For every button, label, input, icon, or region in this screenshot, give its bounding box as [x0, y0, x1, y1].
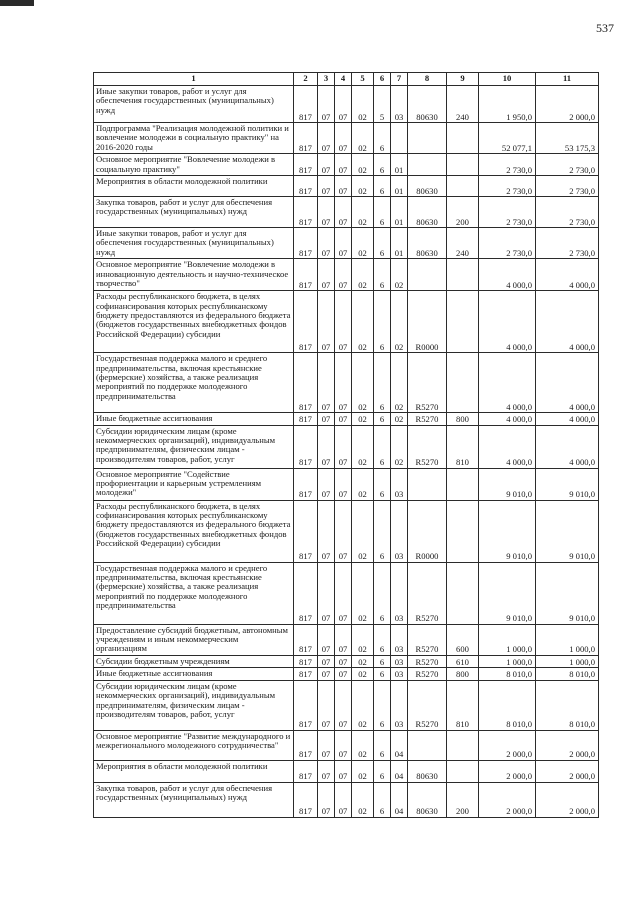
subsection-cell: 07	[335, 730, 352, 760]
expense-type-cell: 810	[447, 680, 479, 730]
subsection-cell: 07	[335, 259, 352, 291]
direction-cell: R5270	[408, 413, 447, 425]
direction-cell: 80630	[408, 782, 447, 817]
event-cell: 03	[391, 562, 408, 624]
amount-2018-cell: 2 000,0	[479, 730, 536, 760]
subsection-cell: 07	[335, 291, 352, 353]
section-cell: 07	[318, 500, 335, 562]
event-cell: 04	[391, 730, 408, 760]
kvsr-cell: 817	[294, 782, 318, 817]
amount-2018-cell: 2 730,0	[479, 176, 536, 197]
header-cell: 10	[479, 73, 536, 86]
direction-cell: R5270	[408, 668, 447, 680]
direction-cell: R5270	[408, 562, 447, 624]
row-name-cell: Закупка товаров, работ и услуг для обеспечения государственных (муниципальных) нужд	[94, 782, 294, 817]
amount-2019-cell: 2 000,0	[536, 86, 599, 123]
expense-type-cell: 240	[447, 86, 479, 123]
program-cell: 02	[352, 197, 374, 228]
subsection-cell: 07	[335, 655, 352, 667]
subprogram-cell: 6	[374, 782, 391, 817]
program-cell: 02	[352, 624, 374, 655]
event-cell: 02	[391, 353, 408, 413]
program-cell: 02	[352, 259, 374, 291]
subprogram-cell: 6	[374, 624, 391, 655]
direction-cell	[408, 154, 447, 176]
header-cell: 9	[447, 73, 479, 86]
amount-2019-cell: 8 010,0	[536, 680, 599, 730]
subprogram-cell: 6	[374, 668, 391, 680]
table-row	[94, 291, 599, 353]
event-cell: 04	[391, 782, 408, 817]
event-cell: 02	[391, 413, 408, 425]
row-name-cell: Государственная поддержка малого и среднего предпринимательства, включая крестьянские (фермерские) хозяйства, а также реализация мероприятий по поддержке молодежного предпринимательства	[94, 353, 294, 413]
amount-2018-cell: 1 000,0	[479, 624, 536, 655]
table-row	[94, 668, 599, 680]
direction-cell	[408, 259, 447, 291]
expense-type-cell	[447, 259, 479, 291]
section-cell: 07	[318, 425, 335, 468]
subprogram-cell: 6	[374, 197, 391, 228]
section-cell: 07	[318, 680, 335, 730]
header-cell: 2	[294, 73, 318, 86]
expense-type-cell: 610	[447, 655, 479, 667]
expense-type-cell	[447, 123, 479, 154]
program-cell: 02	[352, 291, 374, 353]
subsection-cell: 07	[335, 228, 352, 259]
kvsr-cell: 817	[294, 259, 318, 291]
section-cell: 07	[318, 259, 335, 291]
row-name-cell: Расходы республиканского бюджета, в целях софинансирования которых республиканскому бюджету предоставляются из федерального бюджета (бюджетов государственных внебюджетных фондов Российской Федерации) субсидии	[94, 500, 294, 562]
section-cell: 07	[318, 413, 335, 425]
expense-type-cell	[447, 291, 479, 353]
table-row	[94, 86, 599, 123]
subsection-cell: 07	[335, 782, 352, 817]
event-cell: 02	[391, 259, 408, 291]
amount-2019-cell: 4 000,0	[536, 353, 599, 413]
subprogram-cell: 6	[374, 154, 391, 176]
direction-cell: 80630	[408, 86, 447, 123]
expense-type-cell: 800	[447, 413, 479, 425]
amount-2019-cell: 53 175,3	[536, 123, 599, 154]
section-cell: 07	[318, 782, 335, 817]
program-cell: 02	[352, 468, 374, 500]
row-name-cell: Основное мероприятие "Развитие международного и межрегионального молодежного сотрудничества"	[94, 730, 294, 760]
table-row	[94, 680, 599, 730]
subsection-cell: 07	[335, 425, 352, 468]
subprogram-cell: 6	[374, 291, 391, 353]
section-cell: 07	[318, 760, 335, 782]
expense-type-cell	[447, 353, 479, 413]
row-name-cell: Субсидии юридическим лицам (кроме некоммерческих организаций), индивидуальным предпринимателям, физическим лицам - производителям товаров, работ, услуг	[94, 425, 294, 468]
subsection-cell: 07	[335, 353, 352, 413]
program-cell: 02	[352, 500, 374, 562]
subsection-cell: 07	[335, 760, 352, 782]
subprogram-cell: 6	[374, 413, 391, 425]
table-row	[94, 425, 599, 468]
subprogram-cell: 6	[374, 500, 391, 562]
table-row	[94, 655, 599, 667]
event-cell: 03	[391, 86, 408, 123]
row-name-cell: Закупка товаров, работ и услуг для обеспечения государственных (муниципальных) нужд	[94, 197, 294, 228]
amount-2019-cell: 1 000,0	[536, 655, 599, 667]
budget-table	[93, 72, 599, 818]
program-cell: 02	[352, 760, 374, 782]
row-name-cell: Иные бюджетные ассигнования	[94, 413, 294, 425]
direction-cell	[408, 468, 447, 500]
direction-cell: R5270	[408, 425, 447, 468]
row-name-cell: Иные бюджетные ассигнования	[94, 668, 294, 680]
kvsr-cell: 817	[294, 760, 318, 782]
subsection-cell: 07	[335, 197, 352, 228]
kvsr-cell: 817	[294, 353, 318, 413]
subsection-cell: 07	[335, 413, 352, 425]
row-name-cell: Государственная поддержка малого и среднего предпринимательства, включая крестьянские (фермерские) хозяйства, а также реализация мероприятий по поддержке молодежного предпринимательства	[94, 562, 294, 624]
amount-2018-cell: 2 000,0	[479, 760, 536, 782]
amount-2019-cell: 9 010,0	[536, 500, 599, 562]
table-row	[94, 562, 599, 624]
amount-2019-cell: 2 730,0	[536, 176, 599, 197]
event-cell: 03	[391, 668, 408, 680]
amount-2018-cell: 8 010,0	[479, 668, 536, 680]
kvsr-cell: 817	[294, 655, 318, 667]
header-cell: 5	[352, 73, 374, 86]
amount-2019-cell: 9 010,0	[536, 562, 599, 624]
table-row	[94, 176, 599, 197]
expense-type-cell: 200	[447, 197, 479, 228]
scan-corner-mark	[0, 0, 34, 6]
section-cell: 07	[318, 228, 335, 259]
kvsr-cell: 817	[294, 123, 318, 154]
kvsr-cell: 817	[294, 413, 318, 425]
program-cell: 02	[352, 86, 374, 123]
header-cell: 6	[374, 73, 391, 86]
amount-2019-cell: 2 730,0	[536, 154, 599, 176]
event-cell	[391, 123, 408, 154]
row-name-cell: Предоставление субсидий бюджетным, автономным учреждениям и иным некоммерческим организациям	[94, 624, 294, 655]
table-body	[94, 73, 599, 818]
kvsr-cell: 817	[294, 197, 318, 228]
page-number: 537	[596, 21, 614, 35]
event-cell: 02	[391, 425, 408, 468]
table-row	[94, 730, 599, 760]
amount-2019-cell: 2 000,0	[536, 782, 599, 817]
expense-type-cell: 810	[447, 425, 479, 468]
header-cell: 3	[318, 73, 335, 86]
amount-2018-cell: 8 010,0	[479, 680, 536, 730]
event-cell: 03	[391, 655, 408, 667]
section-cell: 07	[318, 668, 335, 680]
amount-2018-cell: 9 010,0	[479, 562, 536, 624]
expense-type-cell: 200	[447, 782, 479, 817]
subsection-cell: 07	[335, 624, 352, 655]
program-cell: 02	[352, 228, 374, 259]
section-cell: 07	[318, 468, 335, 500]
program-cell: 02	[352, 176, 374, 197]
event-cell: 02	[391, 291, 408, 353]
subprogram-cell: 6	[374, 425, 391, 468]
expense-type-cell: 800	[447, 668, 479, 680]
program-cell: 02	[352, 668, 374, 680]
direction-cell: 80630	[408, 197, 447, 228]
subprogram-cell: 5	[374, 86, 391, 123]
subprogram-cell: 6	[374, 730, 391, 760]
event-cell: 01	[391, 228, 408, 259]
amount-2019-cell: 9 010,0	[536, 468, 599, 500]
amount-2019-cell: 2 730,0	[536, 228, 599, 259]
kvsr-cell: 817	[294, 468, 318, 500]
subprogram-cell: 6	[374, 760, 391, 782]
subsection-cell: 07	[335, 468, 352, 500]
section-cell: 07	[318, 176, 335, 197]
section-cell: 07	[318, 655, 335, 667]
table-row	[94, 353, 599, 413]
direction-cell: R5270	[408, 353, 447, 413]
program-cell: 02	[352, 123, 374, 154]
direction-cell: 80630	[408, 228, 447, 259]
program-cell: 02	[352, 425, 374, 468]
program-cell: 02	[352, 154, 374, 176]
direction-cell: R0000	[408, 291, 447, 353]
kvsr-cell: 817	[294, 291, 318, 353]
subsection-cell: 07	[335, 680, 352, 730]
subprogram-cell: 6	[374, 680, 391, 730]
header-cell: 11	[536, 73, 599, 86]
row-name-cell: Иные закупки товаров, работ и услуг для обеспечения государственных (муниципальных) нужд	[94, 228, 294, 259]
amount-2019-cell: 2 730,0	[536, 197, 599, 228]
subsection-cell: 07	[335, 176, 352, 197]
subprogram-cell: 6	[374, 228, 391, 259]
table-row	[94, 782, 599, 817]
subprogram-cell: 6	[374, 353, 391, 413]
expense-type-cell	[447, 562, 479, 624]
section-cell: 07	[318, 562, 335, 624]
table-row	[94, 259, 599, 291]
table-row	[94, 624, 599, 655]
subsection-cell: 07	[335, 562, 352, 624]
row-name-cell: Мероприятия в области молодежной политики	[94, 760, 294, 782]
amount-2018-cell: 2 730,0	[479, 197, 536, 228]
program-cell: 02	[352, 730, 374, 760]
section-cell: 07	[318, 353, 335, 413]
subsection-cell: 07	[335, 154, 352, 176]
amount-2019-cell: 1 000,0	[536, 624, 599, 655]
event-cell: 03	[391, 624, 408, 655]
subsection-cell: 07	[335, 668, 352, 680]
table-row	[94, 468, 599, 500]
amount-2018-cell: 2 730,0	[479, 228, 536, 259]
row-name-cell: Иные закупки товаров, работ и услуг для обеспечения государственных (муниципальных) нужд	[94, 86, 294, 123]
event-cell: 01	[391, 176, 408, 197]
expense-type-cell	[447, 176, 479, 197]
amount-2018-cell: 4 000,0	[479, 291, 536, 353]
kvsr-cell: 817	[294, 425, 318, 468]
expense-type-cell: 240	[447, 228, 479, 259]
direction-cell	[408, 123, 447, 154]
subsection-cell: 07	[335, 123, 352, 154]
subprogram-cell: 6	[374, 562, 391, 624]
row-name-cell: Субсидии юридическим лицам (кроме некоммерческих организаций), индивидуальным предпринимателям, физическим лицам - производителям товаров, работ, услуг	[94, 680, 294, 730]
row-name-cell: Основное мероприятие "Содействие профориентации и карьерным устремлениям молодежи"	[94, 468, 294, 500]
event-cell: 04	[391, 760, 408, 782]
kvsr-cell: 817	[294, 154, 318, 176]
expense-type-cell	[447, 468, 479, 500]
direction-cell: R5270	[408, 624, 447, 655]
kvsr-cell: 817	[294, 500, 318, 562]
amount-2019-cell: 8 010,0	[536, 668, 599, 680]
amount-2018-cell: 52 077,1	[479, 123, 536, 154]
table-row	[94, 154, 599, 176]
header-cell: 4	[335, 73, 352, 86]
table-row	[94, 413, 599, 425]
row-name-cell: Основное мероприятие "Вовлечение молодежи в социальную практику"	[94, 154, 294, 176]
row-name-cell: Мероприятия в области молодежной политики	[94, 176, 294, 197]
kvsr-cell: 817	[294, 730, 318, 760]
subprogram-cell: 6	[374, 176, 391, 197]
program-cell: 02	[352, 680, 374, 730]
expense-type-cell	[447, 500, 479, 562]
amount-2019-cell: 2 000,0	[536, 760, 599, 782]
subprogram-cell: 6	[374, 468, 391, 500]
kvsr-cell: 817	[294, 680, 318, 730]
subprogram-cell: 6	[374, 123, 391, 154]
row-name-cell: Расходы республиканского бюджета, в целях софинансирования которых республиканскому бюджету предоставляются из федерального бюджета (бюджетов государственных внебюджетных фондов Российской Федерации) субсидии	[94, 291, 294, 353]
section-cell: 07	[318, 86, 335, 123]
kvsr-cell: 817	[294, 562, 318, 624]
subprogram-cell: 6	[374, 655, 391, 667]
row-name-cell: Основное мероприятие "Вовлечение молодежи в инновационную деятельность и научно-техническое творчество"	[94, 259, 294, 291]
kvsr-cell: 817	[294, 228, 318, 259]
header-cell: 8	[408, 73, 447, 86]
amount-2019-cell: 4 000,0	[536, 413, 599, 425]
amount-2018-cell: 4 000,0	[479, 413, 536, 425]
expense-type-cell	[447, 154, 479, 176]
amount-2018-cell: 2 000,0	[479, 782, 536, 817]
table-row	[94, 228, 599, 259]
kvsr-cell: 817	[294, 624, 318, 655]
direction-cell: 80630	[408, 176, 447, 197]
program-cell: 02	[352, 562, 374, 624]
program-cell: 02	[352, 413, 374, 425]
event-cell: 03	[391, 468, 408, 500]
subsection-cell: 07	[335, 86, 352, 123]
amount-2018-cell: 1 950,0	[479, 86, 536, 123]
row-name-cell: Подпрограмма "Реализация молодежной политики и вовлечение молодежи в социальную практику" на 2016-2020 годы	[94, 123, 294, 154]
section-cell: 07	[318, 123, 335, 154]
table-row	[94, 197, 599, 228]
direction-cell: R5270	[408, 655, 447, 667]
direction-cell: R5270	[408, 680, 447, 730]
expense-type-cell	[447, 760, 479, 782]
amount-2019-cell: 4 000,0	[536, 425, 599, 468]
amount-2018-cell: 9 010,0	[479, 468, 536, 500]
table-row	[94, 500, 599, 562]
expense-type-cell	[447, 730, 479, 760]
section-cell: 07	[318, 197, 335, 228]
section-cell: 07	[318, 730, 335, 760]
event-cell: 03	[391, 680, 408, 730]
row-name-cell: Субсидии бюджетным учреждениям	[94, 655, 294, 667]
direction-cell	[408, 730, 447, 760]
program-cell: 02	[352, 655, 374, 667]
direction-cell: 80630	[408, 760, 447, 782]
program-cell: 02	[352, 782, 374, 817]
direction-cell: R0000	[408, 500, 447, 562]
kvsr-cell: 817	[294, 176, 318, 197]
amount-2018-cell: 4 000,0	[479, 259, 536, 291]
amount-2018-cell: 9 010,0	[479, 500, 536, 562]
amount-2019-cell: 2 000,0	[536, 730, 599, 760]
event-cell: 01	[391, 154, 408, 176]
subsection-cell: 07	[335, 500, 352, 562]
expense-type-cell: 600	[447, 624, 479, 655]
amount-2019-cell: 4 000,0	[536, 291, 599, 353]
table-header-row	[94, 73, 599, 86]
section-cell: 07	[318, 624, 335, 655]
event-cell: 01	[391, 197, 408, 228]
header-cell: 7	[391, 73, 408, 86]
program-cell: 02	[352, 353, 374, 413]
subprogram-cell: 6	[374, 259, 391, 291]
table-row	[94, 123, 599, 154]
section-cell: 07	[318, 154, 335, 176]
amount-2018-cell: 4 000,0	[479, 353, 536, 413]
table-row	[94, 760, 599, 782]
amount-2018-cell: 4 000,0	[479, 425, 536, 468]
event-cell: 03	[391, 500, 408, 562]
amount-2018-cell: 2 730,0	[479, 154, 536, 176]
header-cell: 1	[94, 73, 294, 86]
kvsr-cell: 817	[294, 86, 318, 123]
amount-2019-cell: 4 000,0	[536, 259, 599, 291]
amount-2018-cell: 1 000,0	[479, 655, 536, 667]
kvsr-cell: 817	[294, 668, 318, 680]
section-cell: 07	[318, 291, 335, 353]
